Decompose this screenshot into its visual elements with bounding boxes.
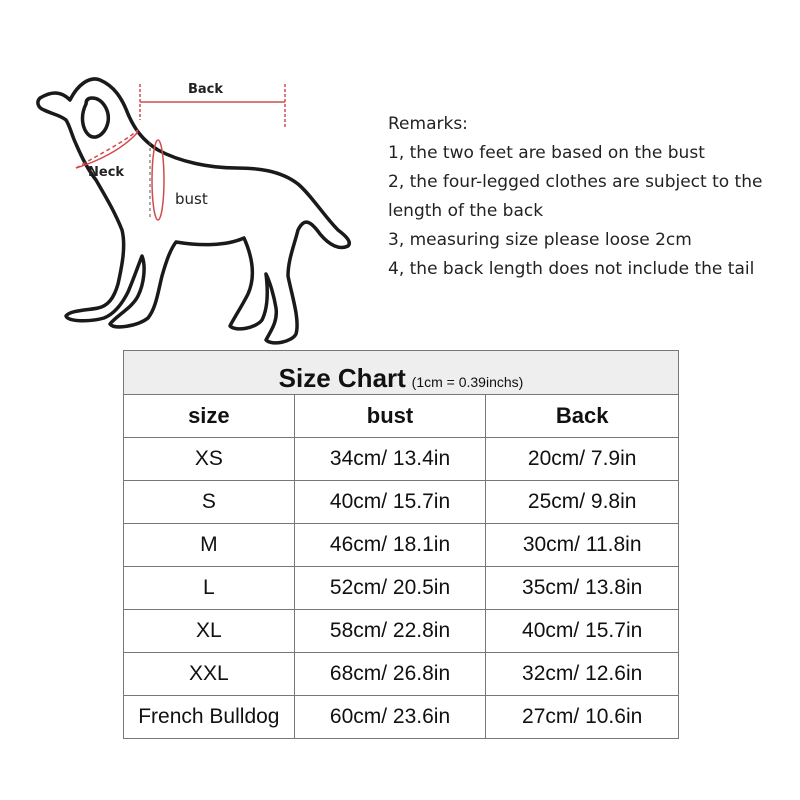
bust-label: bust [175,190,208,208]
bust-cell: 60cm/ 23.6in [294,696,486,739]
neck-measure-line [76,130,138,168]
bust-cell: 46cm/ 18.1in [294,524,486,567]
size-cell: L [124,567,295,610]
back-cell: 32cm/ 12.6in [486,653,679,696]
table-row [124,653,679,696]
back-cell: 27cm/ 10.6in [486,696,679,739]
remarks-block [388,110,788,284]
header-back: Back [486,395,679,438]
remark-line-1: 1, the two feet are based on the bust [388,143,705,163]
bust-cell: 68cm/ 26.8in [294,653,486,696]
back-label: Back [188,82,224,97]
table-row [124,567,679,610]
neck-label: Neck [88,165,125,180]
size-cell: French Bulldog [124,696,295,739]
size-chart-header-row [124,395,679,438]
remark-line-2: 2, the four-legged clothes are subject to the [388,172,763,192]
remark-line-3: 3, measuring size please loose 2cm [388,230,692,250]
size-chart-title-row [124,351,679,395]
size-chart-title: Size Chart [278,363,406,393]
back-cell: 25cm/ 9.8in [486,481,679,524]
size-cell: S [124,481,295,524]
remarks-heading: Remarks: [388,114,468,134]
remark-line-2-cont: length of the back [388,201,544,221]
size-chart-subtitle: (1cm = 0.39inchs) [411,374,524,390]
size-chart-table [123,350,679,739]
remark-line-4: 4, the back length does not include the tail [388,259,755,279]
back-cell: 30cm/ 11.8in [486,524,679,567]
size-cell: XS [124,438,295,481]
header-bust: bust [294,395,486,438]
table-row [124,438,679,481]
size-cell: XL [124,610,295,653]
bust-measure-ellipse [152,140,164,220]
bust-cell: 40cm/ 15.7in [294,481,486,524]
table-row [124,524,679,567]
size-chart-title-cell [124,351,679,395]
dog-ear [83,98,109,137]
bust-cell: 58cm/ 22.8in [294,610,486,653]
back-cell: 40cm/ 15.7in [486,610,679,653]
dog-silhouette [38,79,349,343]
bust-cell: 52cm/ 20.5in [294,567,486,610]
bust-cell: 34cm/ 13.4in [294,438,486,481]
dog-measurement-diagram [30,70,360,350]
table-row [124,696,679,739]
size-cell: XXL [124,653,295,696]
size-cell: M [124,524,295,567]
header-size: size [124,395,295,438]
table-row [124,481,679,524]
table-row [124,610,679,653]
back-cell: 20cm/ 7.9in [486,438,679,481]
back-cell: 35cm/ 13.8in [486,567,679,610]
dog-outline-illustration [30,70,360,350]
